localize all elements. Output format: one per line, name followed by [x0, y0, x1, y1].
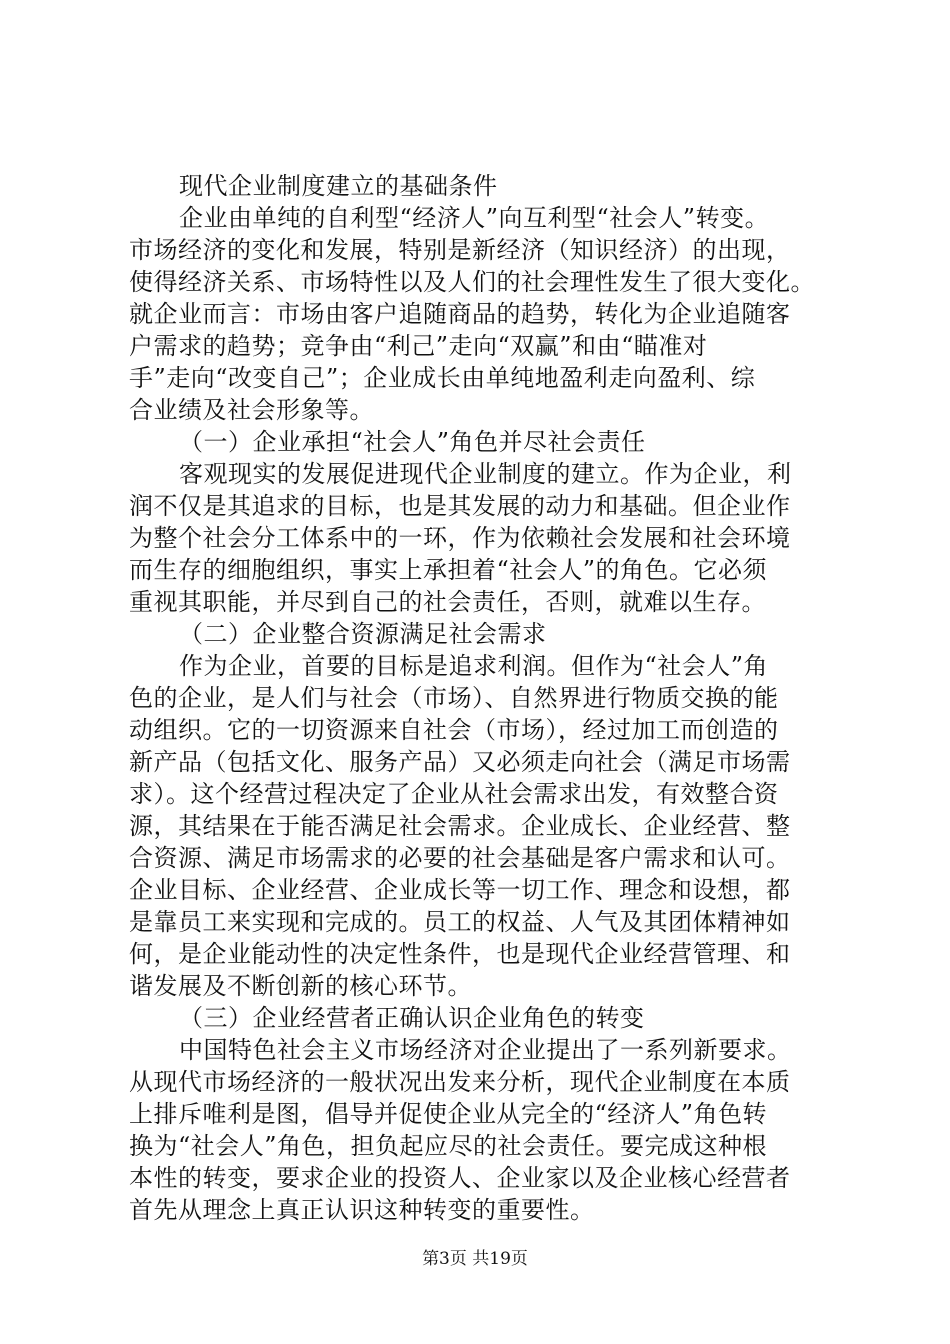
document-heading: 现代企业制度建立的基础条件 [179, 172, 498, 200]
section-2-line: 色的企业，是人们与社会（市场）、自然界进行物质交换的能 [129, 684, 779, 712]
intro-line: 合业绩及社会形象等。 [129, 396, 374, 424]
section-1-line: 而生存的细胞组织，事实上承担着“社会人”的角色。它必须 [129, 556, 768, 584]
section-2-line: 谐发展及不断创新的核心环节。 [129, 972, 472, 1000]
intro-line: 企业由单纯的自利型“经济人”向互利型“社会人”转变。 [179, 204, 770, 232]
section-2-line: 何，是企业能动性的决定性条件，也是现代企业经营管理、和 [129, 940, 791, 968]
intro-line: 手”走向“改变自己”；企业成长由单纯地盈利走向盈利、综 [129, 364, 756, 392]
intro-line: 市场经济的变化和发展，特别是新经济（知识经济）的出现， [129, 236, 791, 264]
document-body [129, 170, 834, 1226]
section-3-line: 本性的转变，要求企业的投资人、企业家以及企业核心经营者 [129, 1164, 791, 1192]
section-1-line: 为整个社会分工体系中的一环，作为依赖社会发展和社会环境 [129, 524, 791, 552]
section-heading-1: （一）企业承担“社会人”角色并尽社会责任 [179, 428, 646, 456]
section-1-line: 重视其职能，并尽到自己的社会责任，否则，就难以生存。 [129, 588, 766, 616]
section-1-line: 润不仅是其追求的目标，也是其发展的动力和基础。但企业作 [129, 492, 791, 520]
section-3-line: 换为“社会人”角色，担负起应尽的社会责任。要完成这种根 [129, 1132, 768, 1160]
intro-line: 户需求的趋势；竞争由“利己”走向“双赢”和由“瞄准对 [129, 332, 708, 360]
section-2-line: 作为企业，首要的目标是追求利润。但作为“社会人”角 [179, 652, 769, 680]
section-3-line: 中国特色社会主义市场经济对企业提出了一系列新要求。 [179, 1036, 792, 1064]
section-heading-2: （二）企业整合资源满足社会需求 [179, 620, 547, 648]
section-heading-3: （三）企业经营者正确认识企业角色的转变 [179, 1004, 645, 1032]
section-2-line: 源，其结果在于能否满足社会需求。企业成长、企业经营、整 [129, 812, 791, 840]
section-3-line: 首先从理念上真正认识这种转变的重要性。 [129, 1196, 595, 1224]
section-2-line: 求）。这个经营过程决定了企业从社会需求出发，有效整合资 [129, 780, 779, 808]
section-2-line: 动组织。它的一切资源来自社会（市场），经过加工而创造的 [129, 716, 779, 744]
intro-line: 使得经济关系、市场特性以及人们的社会理性发生了很大变化。 [129, 268, 815, 296]
section-2-line: 新产品（包括文化、服务产品）又必须走向社会（满足市场需 [129, 748, 791, 776]
section-1-line: 客观现实的发展促进现代企业制度的建立。作为企业，利 [179, 460, 792, 488]
page-number-footer: 第3页 共19页 [422, 1249, 528, 1269]
section-3-line: 从现代市场经济的一般状况出发来分析，现代企业制度在本质 [129, 1068, 791, 1096]
section-2-line: 合资源、满足市场需求的必要的社会基础是客户需求和认可。 [129, 844, 791, 872]
section-2-line: 是靠员工来实现和完成的。员工的权益、人气及其团体精神如 [129, 908, 791, 936]
intro-line: 就企业而言：市场由客户追随商品的趋势，转化为企业追随客 [129, 300, 791, 328]
section-2-line: 企业目标、企业经营、企业成长等一切工作、理念和设想，都 [129, 876, 791, 904]
section-3-line: 上排斥唯利是图，倡导并促使企业从完全的“经济人”角色转 [129, 1100, 768, 1128]
